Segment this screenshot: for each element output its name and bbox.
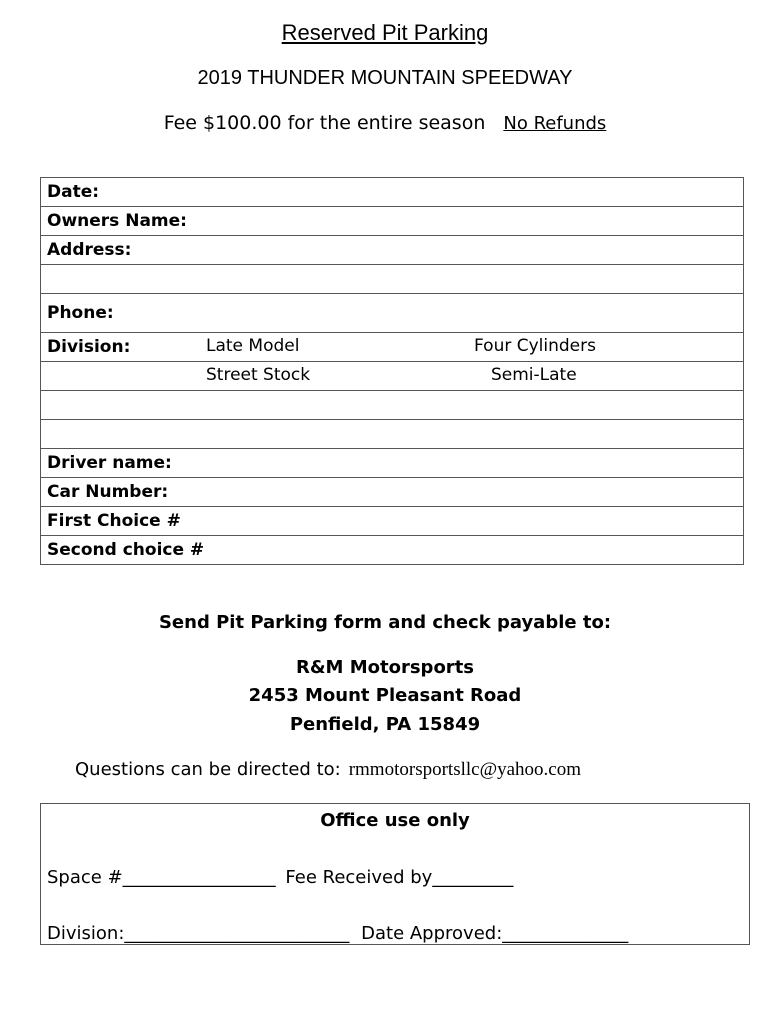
first-choice-label: First Choice # — [47, 511, 181, 531]
phone-label: Phone: — [47, 303, 114, 323]
car-number-field[interactable] — [41, 478, 744, 507]
division-option-four-cylinders[interactable]: Four Cylinders — [474, 336, 596, 356]
phone-field[interactable] — [41, 294, 744, 333]
division-row-2 — [41, 362, 744, 391]
car-number-label: Car Number: — [47, 482, 169, 502]
owners-name-field[interactable] — [41, 207, 744, 236]
division-option-late-model[interactable]: Late Model — [206, 336, 300, 356]
registration-form-table — [40, 177, 744, 565]
date-approved-field[interactable]: Date Approved:______________ — [361, 923, 629, 944]
division-option-street-stock[interactable]: Street Stock — [206, 365, 311, 385]
date-field[interactable] — [41, 178, 744, 207]
driver-name-field[interactable] — [41, 449, 744, 478]
office-division-field[interactable]: Division:_________________________ — [47, 923, 350, 944]
office-space-line — [47, 867, 513, 888]
second-choice-label: Second choice # — [47, 540, 205, 560]
office-use-title: Office use only — [320, 810, 470, 831]
date-label: Date: — [47, 182, 100, 202]
division-option-semi-late[interactable]: Semi-Late — [491, 365, 577, 385]
page-title: Reserved Pit Parking — [281, 20, 489, 45]
no-refunds-text: No Refunds — [503, 113, 607, 134]
owners-name-label: Owners Name: — [47, 211, 187, 231]
division-label: Division: — [47, 337, 131, 357]
mail-street: 2453 Mount Pleasant Road — [248, 685, 522, 706]
contact-prompt: Questions can be directed to: — [75, 759, 341, 780]
event-subtitle: 2019 THUNDER MOUNTAIN SPEEDWAY — [197, 67, 573, 89]
contact-email[interactable]: rmmotorsportsllc@yahoo.com — [348, 759, 581, 780]
division-row — [41, 333, 744, 362]
blank-row-2[interactable] — [41, 420, 744, 449]
blank-row-1[interactable] — [41, 391, 744, 420]
address-label: Address: — [47, 240, 132, 260]
fee-line — [0, 112, 770, 134]
office-use-box — [40, 803, 750, 945]
send-instruction: Send Pit Parking form and check payable to: — [158, 612, 612, 633]
space-number-field[interactable]: Space #_________________ — [47, 867, 276, 888]
mail-city: Penfield, PA 15849 — [289, 714, 481, 735]
first-choice-field[interactable] — [41, 507, 744, 536]
mail-company: R&M Motorsports — [295, 657, 475, 678]
office-division-line — [47, 923, 628, 944]
address-field[interactable] — [41, 236, 744, 265]
fee-text: Fee $100.00 for the entire season — [163, 112, 486, 134]
contact-line — [75, 759, 581, 781]
address-line-2-field[interactable] — [41, 265, 744, 294]
driver-name-label: Driver name: — [47, 453, 172, 473]
second-choice-field[interactable] — [41, 536, 744, 565]
fee-received-field[interactable]: Fee Received by_________ — [285, 867, 514, 888]
